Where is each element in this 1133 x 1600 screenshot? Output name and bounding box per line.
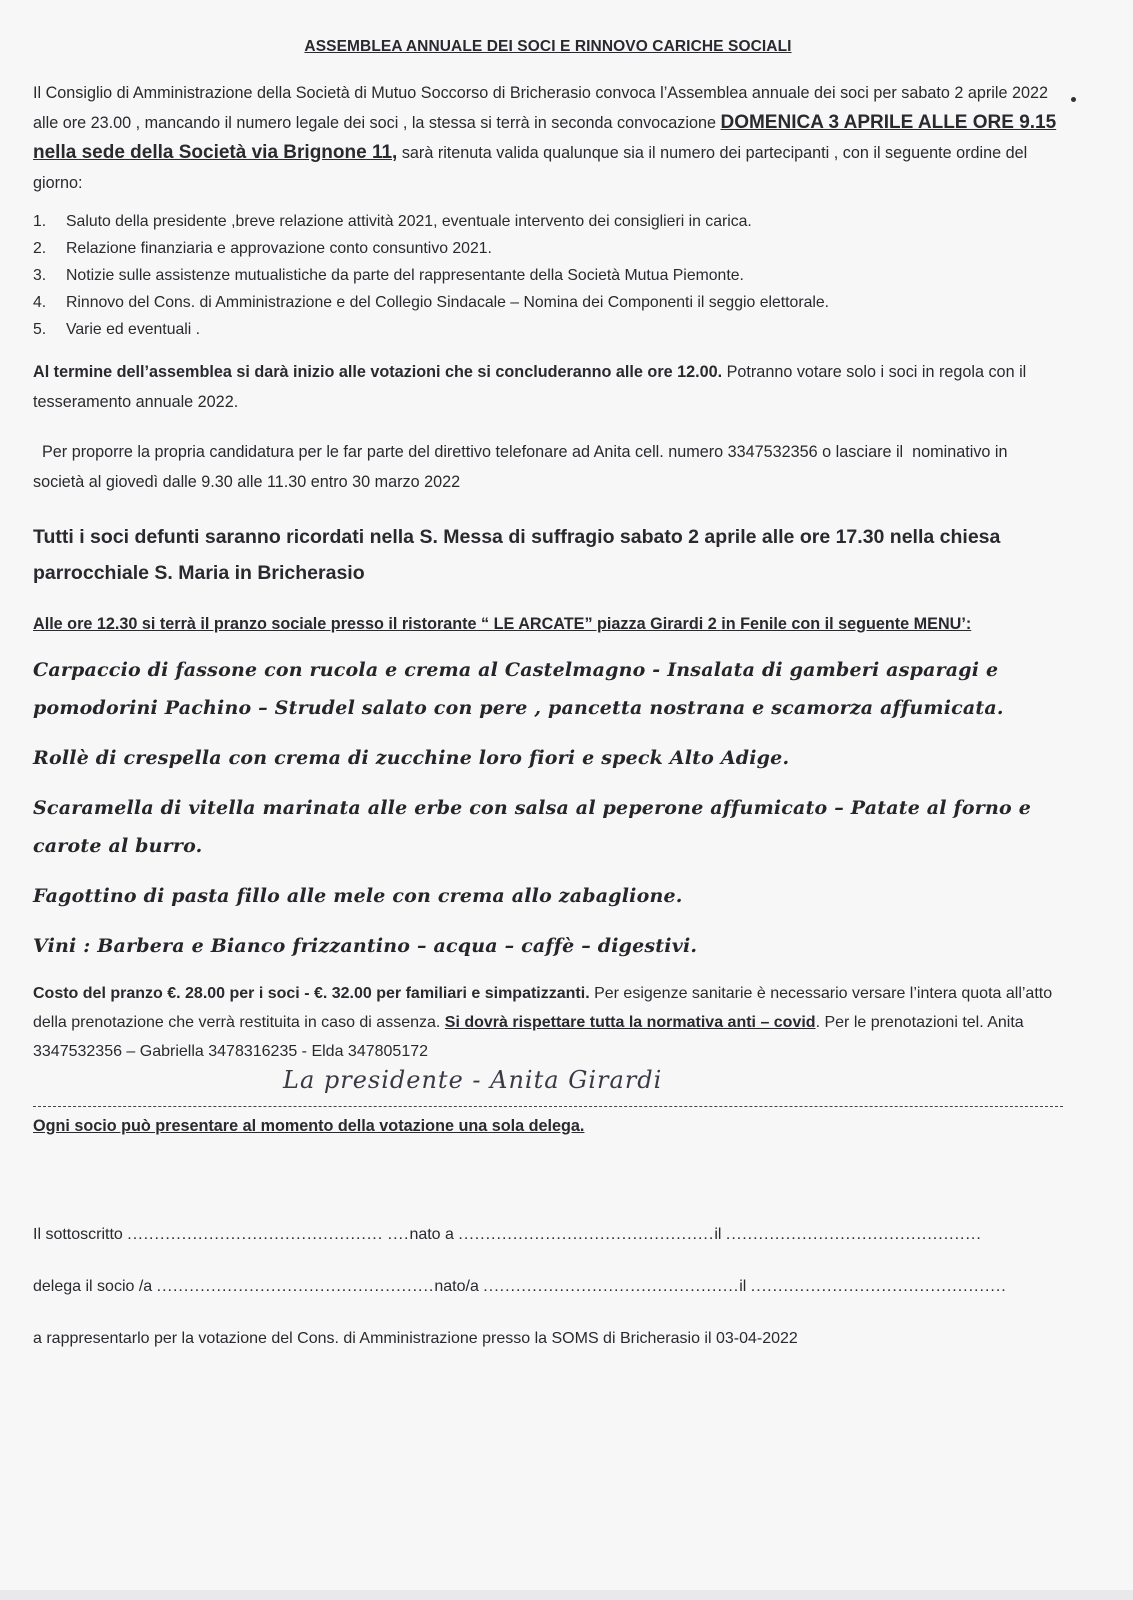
candidacy-paragraph: Per proporre la propria candidatura per le far parte del direttivo telefonare ad Anita cell. numero 3347532356 o lasciare il nominativo in società al giovedì dalle 9.30 alle 11.30 entro 30 marzo 2022: [33, 443, 1013, 491]
form-label-delega: delega il socio /a: [33, 1278, 153, 1295]
date-highlight: DOMENICA 3 APRILE ALLE ORE 9.15: [720, 112, 1057, 133]
stray-mark: [1071, 97, 1076, 102]
document-title: ASSEMBLEA ANNUALE DEI SOCI E RINNOVO CARICHE SOCIALI: [304, 38, 792, 55]
form-line-3: a rappresentarlo per la votazione del Cons. di Amministrazione presso la SOMS di Bricherasio il 03-04-2022: [33, 1330, 798, 1347]
venue-highlight: nella sede della Società via Brignone 11,: [33, 142, 398, 163]
intro-paragraph: [33, 78, 1063, 198]
menu-item: Rollè di crespella con crema di zucchine loro fiori e speck Alto Adige.: [33, 747, 790, 769]
form-label-nato-a: nato a: [409, 1226, 454, 1243]
cost-middle: Per esigenze sanitarie è necessario versare l’intera quota all’atto della prenotazione che verrà restituita in caso di assenza.: [33, 985, 1053, 1031]
intro-text-2: sarà ritenuta valida qualunque sia il numero dei partecipanti , con il seguente ordine del giorno:: [33, 144, 1028, 192]
agenda-number: 2.: [33, 240, 47, 257]
agenda-text: Varie ed eventuali .: [66, 321, 201, 338]
fill-field-name[interactable]: ...............................................: [127, 1226, 384, 1243]
signature-line: [33, 1066, 1063, 1107]
form-label-il-2: il: [739, 1278, 747, 1295]
covid-note: Si dovrà rispettare tutta la normativa anti – covid: [444, 1014, 816, 1031]
agenda-text: Notizie sulle assistenze mutualistiche da parte del rappresentante della Società Mutua Piemonte.: [66, 267, 744, 284]
voting-bold: Al termine dell’assemblea si darà inizio alle votazioni che si concluderanno alle ore 12.00.: [33, 363, 723, 381]
lunch-announcement: Alle ore 12.30 si terrà il pranzo sociale presso il ristorante “ LE ARCATE” piazza Girardi 2 in Fenile con il seguente MENU’:: [33, 615, 972, 633]
cost-bold: Costo del pranzo €. 28.00 per i soci - €. 32.00 per familiari e simpatizzanti.: [33, 985, 590, 1002]
agenda-item: [33, 262, 1063, 289]
agenda-item: [33, 208, 1063, 235]
menu-item: Vini : Barbera e Bianco frizzantino – acqua – caffè – digestivi.: [33, 935, 698, 957]
form-line-1: Il sottoscritto ............................................... ....nato a ...............................................il ...............................................: [33, 1226, 982, 1243]
voting-rest: Potranno votare solo i soci in regola con il tesseramento annuale 2022.: [33, 363, 1027, 411]
cost-paragraph: [33, 979, 1063, 1066]
form-label-sottoscritto: Il sottoscritto: [33, 1226, 123, 1243]
voting-paragraph: [33, 357, 1063, 417]
fill-field-delegate-birthplace[interactable]: ...............................................: [483, 1278, 740, 1295]
agenda-item: [33, 235, 1063, 262]
form-label-nato: nato/a: [434, 1278, 479, 1295]
fill-field-birthdate[interactable]: ...............................................: [725, 1226, 982, 1243]
contacts: . Per le prenotazioni tel. Anita 3347532356 – Gabriella 3478316235 - Elda 347805172: [33, 1014, 1024, 1060]
intro-text-1: Il Consiglio di Amministrazione della Società di Mutuo Soccorso di Bricherasio convoca l’Assemblea annuale dei soci per sabato 2 aprile 2022 alle ore 23.00 , mancando il numero legale dei soci , la stessa si terrà in seconda convocazione: [33, 84, 1048, 132]
mass-announcement: Tutti i soci defunti saranno ricordati nella S. Messa di suffragio sabato 2 aprile alle ore 17.30 nella chiesa parrocchiale S. Maria in Bricherasio: [33, 526, 1001, 584]
agenda-text: Rinnovo del Cons. di Amministrazione e del Collegio Sindacale – Nomina dei Componenti il seggio elettorale.: [66, 294, 830, 311]
form-line-2: [33, 1276, 1063, 1298]
proxy-form: [33, 1224, 1063, 1350]
menu-item: Carpaccio di fassone con rucola e crema al Castelmagno - Insalata di gamberi asparagi e pomodorini Pachino – Strudel salato con pere , pancetta nostrana e scamorza affumicata.: [33, 659, 1004, 719]
agenda-text: Saluto della presidente ,breve relazione attività 2021, eventuale intervento dei consiglieri in carica.: [66, 213, 752, 230]
agenda-item: [33, 289, 1063, 316]
agenda-list: [33, 208, 1063, 343]
fill-field-delegate-birthdate[interactable]: ...............................................: [750, 1278, 1007, 1295]
agenda-item: [33, 316, 1063, 343]
delega-note: Ogni socio può presentare al momento della votazione una sola delega.: [33, 1117, 585, 1135]
agenda-number: 5.: [33, 321, 47, 338]
menu-item: Fagottino di pasta fillo alle mele con crema allo zabaglione.: [33, 885, 683, 907]
page-edge: [0, 1590, 1133, 1600]
fill-field-delegate[interactable]: ...................................................: [156, 1278, 435, 1295]
menu-item: Scaramella di vitella marinata alle erbe con salsa al peperone affumicato – Patate al forno e carote al burro.: [33, 797, 1031, 857]
agenda-number: 4.: [33, 294, 47, 311]
fill-field-birthplace[interactable]: ...............................................: [458, 1226, 715, 1243]
handwritten-signature: La presidente - Anita Girardi: [283, 1066, 663, 1094]
menu-list: [33, 651, 1063, 965]
agenda-number: 3.: [33, 267, 47, 284]
form-label-il: il: [714, 1226, 722, 1243]
agenda-text: Relazione finanziaria e approvazione conto consuntivo 2021.: [66, 240, 492, 257]
agenda-number: 1.: [33, 213, 47, 230]
